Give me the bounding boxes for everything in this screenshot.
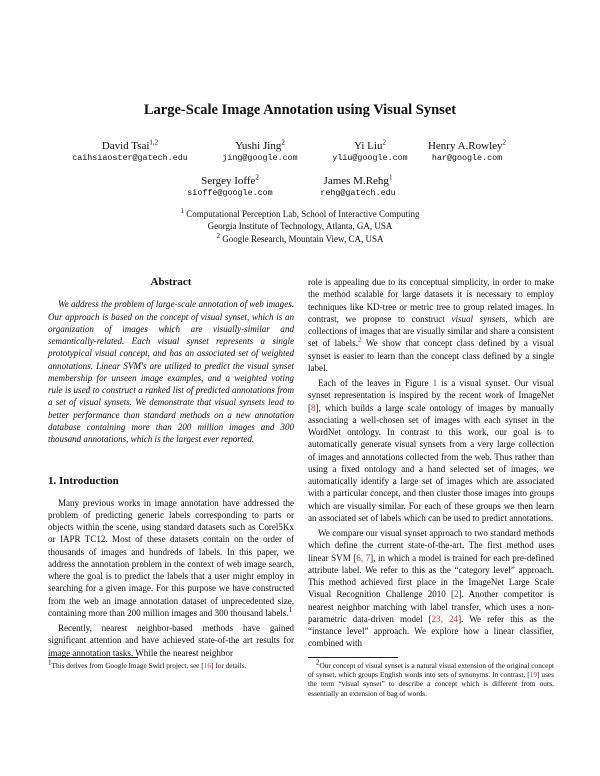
- author-affil-mark: 1,2: [149, 138, 159, 147]
- author-name: Henry A.Rowley: [427, 140, 503, 152]
- author-email: caihsiaoster@gatech.edu: [72, 153, 188, 163]
- intro-paragraph: Many previous works in image annotation have addressed the problem of predicting generic labels corresponding to parts or objects within the scene, using standard datasets such as Corel5Kx or IAPR TC12. Most of these datasets contain on the order of thousands of images and hundreds of labels. In this paper, we address the annotation problem in the context of web image search, where the goal is to predict the labels that a user might employ in searching for a given image. For this purpose we have constructed from the web an image annotation dataset of unprecedented size, containing more than 200 million images and 300 thousand labels.$^1$: [48, 497, 294, 618]
- author-name: James M.Rehg: [323, 175, 389, 187]
- author-name: Sergey Ioffe: [201, 175, 256, 187]
- abstract-text: We address the problem of large-scale annotation of web images. Our approach is based on the concept of visual synset, which is an organization of images which are visually-similar and semantically-related. Each visual synset represents a single prototypical visual concept, and has an associated set of weighted annotations. Linear SVM's are utilized to predict the visual synset membership for unseen image examples, and a weighted voting rule is used to construct a ranked list of predicted annotations from a set of visual synsets. We demonstrate that visual synsets lead to better performance than standard methods on a new annotation database containing more than 200 million images and 300 thousand annotations, which is the largest ever reported.: [48, 299, 294, 444]
- author-affil-mark: 2: [502, 138, 507, 147]
- author-affil-mark: 2: [281, 138, 285, 147]
- footnote-mark: 2: [357, 336, 362, 345]
- section-heading: 1. Introduction: [48, 475, 119, 488]
- author-name: Yushi Jing: [235, 140, 282, 152]
- author-email: yliu@google.com: [332, 153, 408, 163]
- citation-link[interactable]: 19: [529, 670, 537, 680]
- body-paragraph: Each of the leaves in Figure 1 is a visual synset. Our visual synset representation is inspired by the recent work of ImageNet [8], which builds a large scale ontology of images by manually associating a well-chosen set of images with each synset in the WordNet ontology. In contrast to this work, our goal is to automatically generate visual synsets from a very large collection of images and annotations collected from the web. Thus rather than using a fixed ontology and a hand selected set of images, we automatically identify a large set of images which are associated with a particular concept, and then cluster those images into groups which are visually similar. For each of these groups we then learn an associated set of labels which can be used to predict annotations.: [308, 378, 554, 523]
- footnote-number: 2: [316, 658, 320, 667]
- citation-link[interactable]: 23, 24: [431, 613, 459, 624]
- citation-link[interactable]: 6, 7: [356, 552, 371, 563]
- citation-link[interactable]: 2: [454, 589, 459, 600]
- footnote-right: $^2$Our concept of visual synset is a natural visual extension of the original concept of synset, which groups English words into sets of synonyms. In contrast, [19] uses the term “visual synset” to describe a concept which is different from ours, essentially an extension of bag of words.: [308, 658, 555, 698]
- right-column: [308, 276, 554, 650]
- author-email: jing@google.com: [222, 153, 298, 163]
- author-block: [283, 175, 433, 199]
- body-paragraph: role is appealing due to its conceptual simplicity, in order to make the method scalable for large datasets it is necessary to employ techniques like KD-tree or metric tree to group related images. In contrast, we propose to construct visual synsets, which are collections of images that are visually similar and share a consistent set of labels.$^2$ We show that concept class defined by a visual synset is easier to learn than the concept class defined by a single label.: [308, 277, 554, 373]
- citation-link[interactable]: 16: [203, 661, 211, 670]
- author-affil-mark: 2: [255, 173, 259, 182]
- author-name: Yi Liu: [354, 140, 383, 152]
- body-paragraph: We compare our visual synset approach to two standard methods which define the current state-of-the-art. The first method uses linear SVM [6, 7], in which a model is trained for each pre-defined attribute label. We refer to this as the “category level” approach. This method achieved first place in the ImageNet Large Scale Visual Recognition Challenge 2010 [2]. Another competitor is nearest neighbor matching with label transfer, which uses a non-parametric data-driven model [23, 24]. We refer this as the “instance level” approach. We explore how a linear classifier, combined with: [308, 528, 555, 649]
- figure-reference[interactable]: 1: [432, 378, 438, 388]
- abstract-heading: Abstract: [150, 276, 192, 288]
- author-email: har@google.com: [431, 153, 503, 163]
- affiliation-mark: 2: [216, 231, 221, 240]
- citation-link[interactable]: 8: [311, 402, 316, 413]
- author-block: [55, 140, 205, 164]
- footnote-left: $^1$This derives from Google Image Swirl project, see [16] for details.: [48, 658, 247, 670]
- affiliation-line: Google Research, Mountain View, CA, USA: [222, 233, 384, 244]
- affiliation-line: Georgia Institute of Technology, Atlanta, GA, USA: [207, 221, 393, 232]
- author-block: [392, 140, 542, 164]
- left-column: [48, 276, 294, 659]
- footnote-rule: [48, 657, 138, 658]
- author-name: David Tsai: [101, 140, 150, 152]
- affiliation-line: Computational Perception Lab, School of Interactive Computing: [186, 209, 420, 219]
- author-email: rehg@gatech.edu: [320, 188, 396, 198]
- footnote-rule: [308, 657, 398, 658]
- author-affil-mark: 1: [388, 173, 393, 182]
- affiliations: [0, 208, 600, 245]
- author-affil-mark: 2: [382, 138, 386, 147]
- footnote-number: 1: [48, 658, 52, 667]
- paper-title: Large-Scale Image Annotation using Visual Synset: [143, 102, 457, 118]
- author-email: sioffe@google.com: [187, 188, 273, 198]
- affiliation-mark: 1: [180, 207, 185, 215]
- intro-paragraph: Recently, nearest neighbor-based methods have gained significant attention and have achieved state-of-the art results for image annotation tasks. While the nearest neighbor: [48, 623, 294, 658]
- footnote-mark: 1: [288, 605, 293, 614]
